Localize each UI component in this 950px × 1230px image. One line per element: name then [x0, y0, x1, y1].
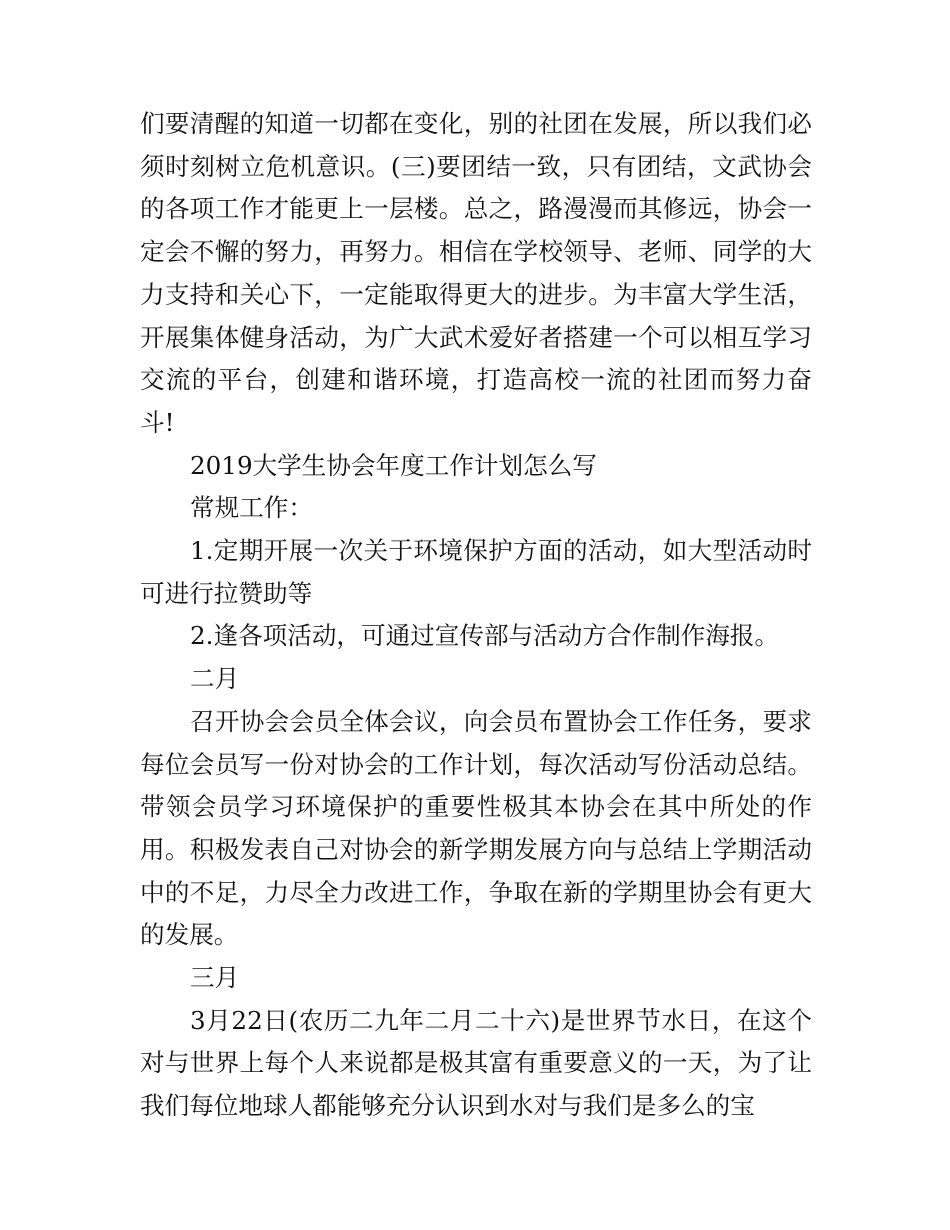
list-item-2: 2.逢各项活动，可通过宣传部与活动方合作制作海报。	[190, 621, 780, 651]
section-heading: 2019大学生协会年度工作计划怎么写	[190, 450, 597, 480]
paragraph-february: 召开协会会员全体会议，向会员布置协会工作任务，要求每位会员写一份对协会的工作计划，每次活动写份活动总结。带领会员学习环境保护的重要性极其本协会在其中所处的作用。积极发表自己对协会的新学期发展方向与总结上学期活动中的不足，力尽全力改进工作，争取在新的学期里协会有更大的发展。	[140, 706, 812, 950]
month-heading-march: 三月	[190, 963, 240, 993]
subheading-routine-work: 常规工作：	[190, 493, 313, 523]
paragraph-march: 3月22日(农历二九年二月二十六)是世界节水日，在这个对与世界上每个人来说都是极其富有重要意义的一天，为了让我们每位地球人都能够充分认识到水对与我们是多么的宝	[140, 1005, 812, 1121]
list-item-1: 1.定期开展一次关于环境保护方面的活动，如大型活动时可进行拉赞助等	[140, 536, 812, 608]
document-page	[140, 103, 812, 1128]
month-heading-february: 二月	[190, 664, 240, 694]
paragraph-continuation: 们要清醒的知道一切都在变化，别的社团在发展，所以我们必须时刻树立危机意识。(三)要团结一致，只有团结，文武协会的各项工作才能更上一层楼。总之，路漫漫而其修远，协会一定会不懈的努力，再努力。相信在学校领导、老师、同学的大力支持和关心下，一定能取得更大的进步。为丰富大学生活，开展集体健身活动，为广大武术爱好者搭建一个可以相互学习交流的平台，创建和谐环境，打造高校一流的社团而努力奋斗!	[140, 109, 812, 437]
